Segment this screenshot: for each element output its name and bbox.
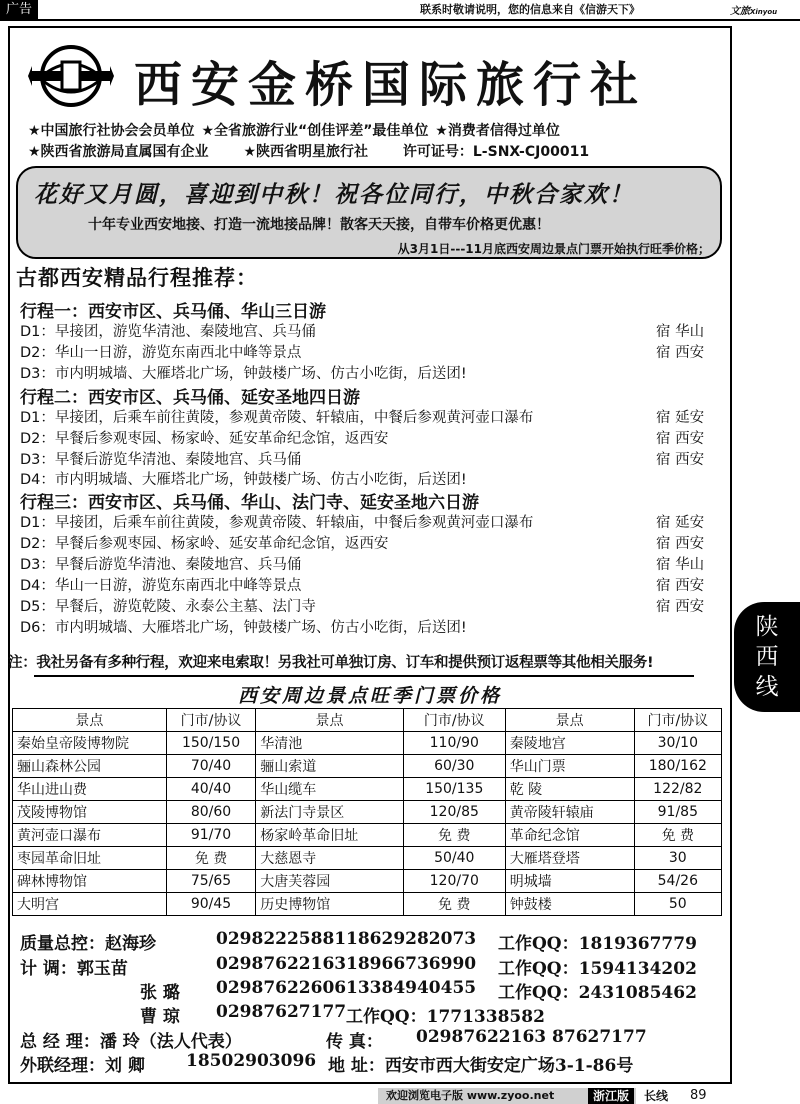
contact-name: 总 经 理：潘 玲（法人代表） [20,1032,242,1052]
price-cell: 54/26 [634,870,721,893]
source-notice: 联系时敬请说明，您的信息来自《信游天下》 [420,3,640,16]
col-header: 门市/协议 [634,709,721,732]
contact-name: 外联经理：刘 卿 [20,1056,145,1076]
day-stay: 宿 延安 [656,515,705,531]
company-logo-icon [28,44,114,108]
top-divider [0,19,800,21]
contact-name: 质量总控：赵海珍 [20,934,156,954]
tour-day [20,406,720,426]
side-tab-char: 线 [755,674,779,700]
top-strip [0,0,800,20]
table-row [13,824,722,847]
day-desc: D5：早餐后，游览乾陵、永泰公主墓、法门寺 [20,599,316,615]
tour-day [20,532,720,552]
contact-phone: 02982225881 [216,929,347,949]
day-desc: D6：市内明城墙、大雁塔北广场，钟鼓楼广场、仿古小吃街，后送团! [20,620,467,636]
tour-day [20,616,720,636]
price-cell: 150/150 [166,732,255,755]
edition-badge: 浙江版 [588,1088,634,1104]
contact-mobile: 18966736990 [346,954,477,974]
price-cell: 30/10 [634,732,721,755]
contact-name: 计 调：郭玉苗 [20,959,128,979]
attraction-cell: 大雁塔登塔 [505,847,634,870]
fax-label: 传 真： [326,1032,383,1052]
col-header: 景点 [13,709,167,732]
tour-day [20,468,720,488]
contact-qq: 工作QQ：1819367779 [498,934,697,954]
section-label: 长线 [644,1089,669,1103]
col-header: 景点 [505,709,634,732]
price-cell: 91/70 [166,824,255,847]
license-number: 许可证号：L-SNX-CJ00011 [402,144,590,160]
price-cell: 60/30 [403,755,505,778]
attraction-cell: 历史博物馆 [256,893,404,916]
day-desc: D3：早餐后游览华清池、秦陵地宫、兵马俑 [20,452,302,468]
price-cell: 50/40 [403,847,505,870]
day-desc: D1：早接团，游览华清池、秦陵地宫、兵马俑 [20,324,316,340]
price-cell: 70/40 [166,755,255,778]
info-item: ★全省旅游行业“创佳评差”最佳单位 [201,123,429,139]
contact-mobile: 18502903096 [186,1051,317,1071]
banner-greeting: 花好又月圆，喜迎到中秋！祝各位同行，中秋合家欢！ [34,181,634,208]
day-stay: 宿 西安 [656,431,705,447]
contact-phone: 02987627177 [216,1002,347,1022]
tour-day [20,320,720,340]
tour-day [20,341,720,361]
website-link[interactable]: 欢迎浏览电子版 www.zyoo.net [378,1088,636,1104]
day-stay: 宿 华山 [656,557,705,573]
service-note: 注：我社另备有多种行程，欢迎来电索取！另我社可单独订房、订车和提供预订返程票等其他相关服务! [8,655,654,671]
info-row-2 [28,141,589,161]
page-number: 89 [690,1088,707,1103]
attraction-cell: 华山门票 [505,755,634,778]
region-side-tab [734,602,800,712]
col-header: 景点 [256,709,404,732]
price-cell: 110/90 [403,732,505,755]
table-row [13,870,722,893]
price-cell: 免 费 [166,847,255,870]
table-row [13,755,722,778]
attraction-cell: 骊山索道 [256,755,404,778]
attraction-cell: 碑林博物馆 [13,870,167,893]
price-cell: 40/40 [166,778,255,801]
price-cell: 122/82 [634,778,721,801]
price-cell: 免 费 [403,893,505,916]
tour-day [20,511,720,531]
attraction-cell: 枣园革命旧址 [13,847,167,870]
contact-qq: 工作QQ：1771338582 [346,1007,545,1027]
attraction-cell: 华山缆车 [256,778,404,801]
contact-mobile: 13384940455 [346,978,477,998]
attraction-cell: 华山进山费 [13,778,167,801]
day-desc: D2：早餐后参观枣园、杨家岭、延安革命纪念馆，返西安 [20,536,389,552]
day-desc: D4：华山一日游，游览东南西北中峰等景点 [20,578,302,594]
attraction-cell: 大慈恩寺 [256,847,404,870]
price-cell: 75/65 [166,870,255,893]
fax-number: 02987622163 87627177 [416,1027,647,1047]
attraction-cell: 杨家岭革命旧址 [256,824,404,847]
info-item: ★消费者信得过单位 [435,123,560,139]
day-desc: D2：华山一日游，游览东南西北中峰等景点 [20,345,302,361]
col-header: 门市/协议 [166,709,255,732]
attraction-cell: 明城墙 [505,870,634,893]
attraction-cell: 大唐芙蓉园 [256,870,404,893]
attraction-cell: 秦陵地宫 [505,732,634,755]
table-row [13,847,722,870]
tour-day [20,595,720,615]
contact-mobile: 18629282073 [346,929,477,949]
day-stay: 宿 西安 [656,345,705,361]
day-desc: D4：市内明城墙、大雁塔北广场，钟鼓楼广场、仿古小吃街，后送团! [20,472,467,488]
attraction-cell: 钟鼓楼 [505,893,634,916]
tour-title: 行程三：西安市区、兵马俑、华山、法门寺、延安圣地六日游 [20,493,479,513]
tour-day [20,553,720,573]
day-stay: 宿 西安 [656,599,705,615]
info-item: ★中国旅行社协会会员单位 [28,123,195,139]
attraction-cell: 华清池 [256,732,404,755]
greeting-banner [16,166,722,259]
company-name: 西安金桥国际旅行社 [134,57,648,113]
tour-title: 行程一：西安市区、兵马俑、华山三日游 [20,302,326,322]
day-desc: D3：市内明城墙、大雁塔北广场，钟鼓楼广场、仿古小吃街，后送团! [20,366,467,382]
price-cell: 91/85 [634,801,721,824]
table-row [13,778,722,801]
price-cell: 120/70 [403,870,505,893]
info-item: ★陕西省明星旅行社 [243,144,368,160]
day-desc: D2：早餐后参观枣园、杨家岭、延安革命纪念馆，返西安 [20,431,389,447]
table-row [13,801,722,824]
divider [34,675,694,677]
banner-price-note: 从3月1日---11月底西安周边景点门票开始执行旺季价格； [397,242,710,256]
contact-qq: 工作QQ：2431085462 [498,983,697,1003]
day-stay: 宿 延安 [656,410,705,426]
attraction-cell: 乾 陵 [505,778,634,801]
day-stay: 宿 西安 [656,452,705,468]
price-table-title: 西安周边景点旺季门票价格 [237,685,502,707]
day-desc: D1：早接团，后乘车前往黄陵，参观黄帝陵、轩辕庙，中餐后参观黄河壶口瀑布 [20,410,534,426]
attraction-cell: 新法门寺景区 [256,801,404,824]
table-row [13,732,722,755]
day-desc: D3：早餐后游览华清池、秦陵地宫、兵马俑 [20,557,302,573]
contact-phone: 02987622163 [216,954,347,974]
col-header: 门市/协议 [403,709,505,732]
tour-day [20,574,720,594]
price-cell: 120/85 [403,801,505,824]
price-cell: 150/135 [403,778,505,801]
section-title: 古都西安精品行程推荐： [16,266,258,290]
day-stay: 宿 华山 [656,324,705,340]
table-row [13,893,722,916]
price-cell: 30 [634,847,721,870]
day-stay: 宿 西安 [656,536,705,552]
banner-slogan: 十年专业西安地接、打造一流地接品牌！散客天天接，自带车价格更优惠！ [88,217,550,233]
brand-mark [730,2,777,17]
price-table-body [13,732,722,916]
contact-phone: 02987622606 [216,978,347,998]
contact-name: 张 璐 [140,983,180,1003]
attraction-cell: 革命纪念馆 [505,824,634,847]
address: 地 址：西安市西大街安定广场3-1-86号 [328,1056,634,1076]
price-cell: 80/60 [166,801,255,824]
tour-day [20,448,720,468]
day-stay: 宿 西安 [656,578,705,594]
attraction-cell: 黄河壶口瀑布 [13,824,167,847]
tour-title: 行程二：西安市区、兵马俑、延安圣地四日游 [20,388,360,408]
brand-name: 文旅 [730,6,750,17]
side-tab-char: 陕 [755,614,779,640]
price-cell: 180/162 [634,755,721,778]
attraction-cell: 骊山森林公园 [13,755,167,778]
ad-tag: 广告 [0,0,38,20]
price-cell: 90/45 [166,893,255,916]
attraction-cell: 黄帝陵轩辕庙 [505,801,634,824]
side-tab-char: 西 [755,644,779,670]
price-cell: 50 [634,893,721,916]
day-desc: D1：早接团，后乘车前往黄陵，参观黄帝陵、轩辕庙，中餐后参观黄河壶口瀑布 [20,515,534,531]
price-table [12,708,722,916]
attraction-cell: 秦始皇帝陵博物院 [13,732,167,755]
contact-name: 曹 琼 [140,1007,180,1027]
tour-day [20,427,720,447]
attraction-cell: 茂陵博物馆 [13,801,167,824]
info-row-1 [28,120,560,140]
attraction-cell: 大明宫 [13,893,167,916]
footer [0,1088,800,1104]
info-item: ★陕西省旅游局直属国有企业 [28,144,209,160]
contact-qq: 工作QQ：1594134202 [498,959,697,979]
tour-day [20,362,720,382]
table-header-row [13,709,722,732]
price-cell: 免 费 [403,824,505,847]
brand-sub: Xinyou [750,8,778,16]
price-cell: 免 费 [634,824,721,847]
